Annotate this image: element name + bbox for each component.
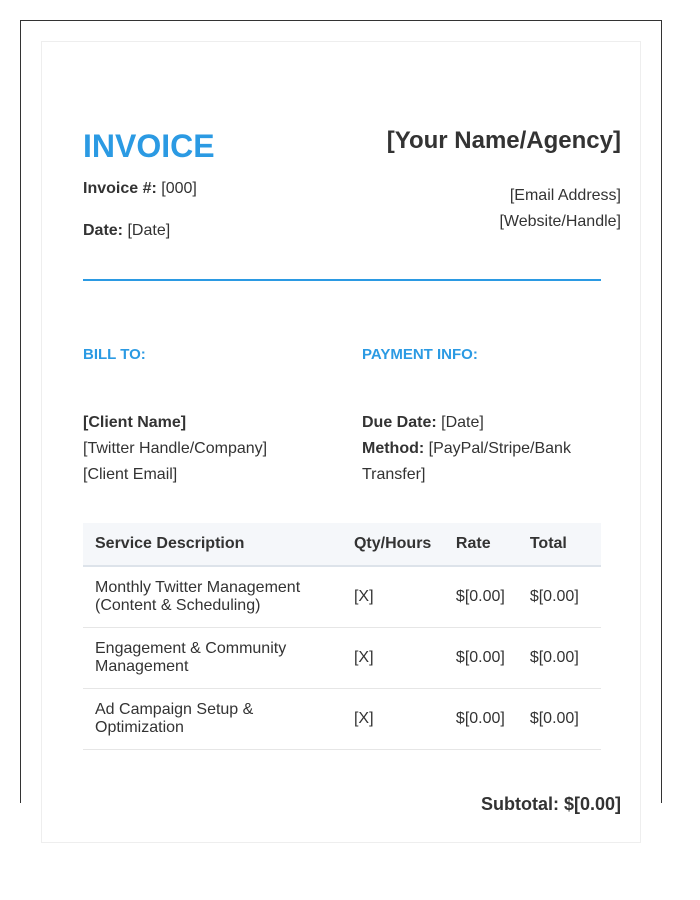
- due-date-value: [Date]: [441, 414, 484, 431]
- client-name: [Client Name]: [83, 414, 187, 431]
- services-table: [83, 523, 601, 750]
- invoice-number-value: [000]: [161, 180, 197, 197]
- due-date-label: Due Date:: [362, 414, 437, 431]
- table-row: [83, 628, 601, 689]
- header-total: Total: [529, 535, 567, 552]
- row-description: Engagement & Community Management: [83, 628, 342, 689]
- table-row: [83, 566, 601, 628]
- invoice-date-value: [Date]: [127, 222, 171, 239]
- row-rate: $[0.00]: [444, 566, 518, 628]
- table-row: [83, 689, 601, 750]
- payment-method: [362, 436, 587, 488]
- row-description: Ad Campaign Setup & Optimization: [83, 689, 342, 750]
- header-service-description: Service Description: [95, 535, 245, 552]
- row-total: $[0.00]: [518, 566, 601, 628]
- client-handle: [Twitter Handle/Company]: [83, 440, 268, 457]
- row-qty: [X]: [342, 689, 444, 750]
- table-header-row: [83, 523, 601, 566]
- invoice-page: [41, 41, 641, 843]
- invoice-date: [83, 222, 170, 240]
- agency-email: [Email Address]: [509, 187, 621, 204]
- header-qty-hours: Qty/Hours: [353, 535, 432, 552]
- row-total: $[0.00]: [518, 689, 601, 750]
- header-rate: Rate: [455, 535, 491, 552]
- payment-info-heading: PAYMENT INFO:: [362, 346, 478, 363]
- due-date: [362, 410, 587, 436]
- agency-name: [Your Name/Agency]: [386, 127, 621, 154]
- client-email: [Client Email]: [83, 466, 178, 483]
- header-divider: [83, 279, 601, 281]
- subtotal: Subtotal: $[0.00]: [480, 794, 621, 814]
- agency-contact: [499, 183, 621, 235]
- row-rate: $[0.00]: [444, 628, 518, 689]
- row-total: $[0.00]: [518, 628, 601, 689]
- row-rate: $[0.00]: [444, 689, 518, 750]
- document-frame: [20, 20, 662, 814]
- payment-info-block: [362, 410, 587, 488]
- payment-method-value: [PayPal/Stripe/Bank Transfer]: [362, 440, 571, 483]
- bill-to-heading: BILL TO:: [83, 346, 146, 363]
- invoice-date-label: Date:: [83, 222, 124, 239]
- invoice-number-label: Invoice #:: [83, 180, 157, 197]
- row-qty: [X]: [342, 628, 444, 689]
- row-description: Monthly Twitter Management (Content & Scheduling): [83, 566, 342, 628]
- agency-website: [Website/Handle]: [499, 213, 621, 230]
- row-qty: [X]: [342, 566, 444, 628]
- payment-method-label: Method:: [362, 440, 425, 457]
- invoice-title: INVOICE: [83, 128, 215, 164]
- bill-to-block: [83, 410, 333, 488]
- invoice-number: [83, 180, 197, 198]
